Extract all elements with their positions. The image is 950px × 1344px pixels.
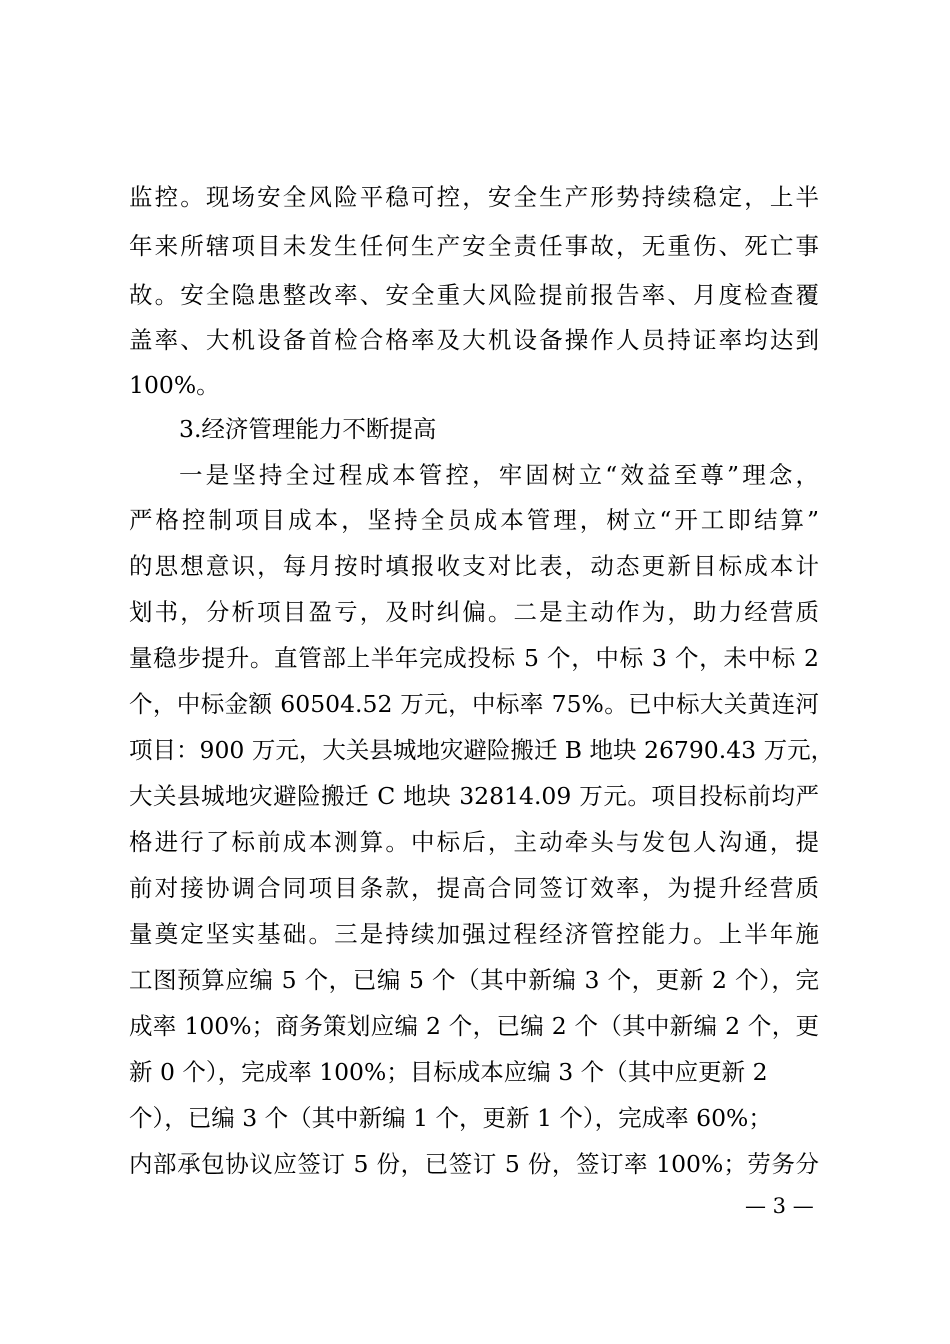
- paragraph-line: 项目：900 万元，大关县城地灾避险搬迁 B 地块 26790.43 万元，: [129, 736, 835, 764]
- paragraph-line: 新 0 个），完成率 100%；目标成本应编 3 个（其中应更新 2: [129, 1058, 768, 1086]
- paragraph-line: 盖率、大机设备首检合格率及大机设备操作人员持证率均达到: [129, 326, 819, 354]
- paragraph-line: 工图预算应编 5 个，已编 5 个（其中新编 3 个，更新 2 个），完: [129, 966, 819, 994]
- paragraph-line: 监控。现场安全风险平稳可控，安全生产形势持续稳定，上半: [129, 183, 819, 211]
- paragraph-line: 量奠定坚实基础。三是持续加强过程经济管控能力。上半年施: [129, 920, 819, 948]
- paragraph-line: 100%。: [129, 371, 220, 399]
- paragraph-line: 量稳步提升。直管部上半年完成投标 5 个，中标 3 个，未中标 2: [129, 644, 819, 672]
- paragraph-line: 故。安全隐患整改率、安全重大风险提前报告率、月度检查覆: [129, 281, 819, 309]
- paragraph-line: 格进行了标前成本测算。中标后，主动牵头与发包人沟通，提: [129, 828, 819, 856]
- paragraph-line: 个），已编 3 个（其中新编 1 个，更新 1 个），完成率 60%；: [129, 1104, 772, 1132]
- paragraph-line: 大关县城地灾避险搬迁 C 地块 32814.09 万元。项目投标前均严: [129, 782, 819, 810]
- paragraph-line: 一是坚持全过程成本管控，牢固树立“效益至尊”理念，: [179, 461, 819, 489]
- paragraph-line: 内部承包协议应签订 5 份，已签订 5 份，签订率 100%；劳务分: [129, 1150, 819, 1178]
- section-heading: 3.经济管理能力不断提高: [179, 415, 437, 443]
- paragraph-line: 的思想意识，每月按时填报收支对比表，动态更新目标成本计: [129, 552, 819, 580]
- paragraph-line: 年来所辖项目未发生任何生产安全责任事故，无重伤、死亡事: [129, 232, 819, 260]
- paragraph-line: 个，中标金额 60504.52 万元，中标率 75%。已中标大关黄连河: [129, 690, 819, 718]
- paragraph-line: 划书，分析项目盈亏，及时纠偏。二是主动作为，助力经营质: [129, 598, 819, 626]
- page-number: — 3 —: [745, 1194, 814, 1218]
- paragraph-line: 严格控制项目成本，坚持全员成本管理，树立“开工即结算”: [129, 506, 819, 534]
- paragraph-line: 前对接协调合同项目条款，提高合同签订效率，为提升经营质: [129, 874, 819, 902]
- paragraph-line: 成率 100%；商务策划应编 2 个，已编 2 个（其中新编 2 个，更: [129, 1012, 819, 1040]
